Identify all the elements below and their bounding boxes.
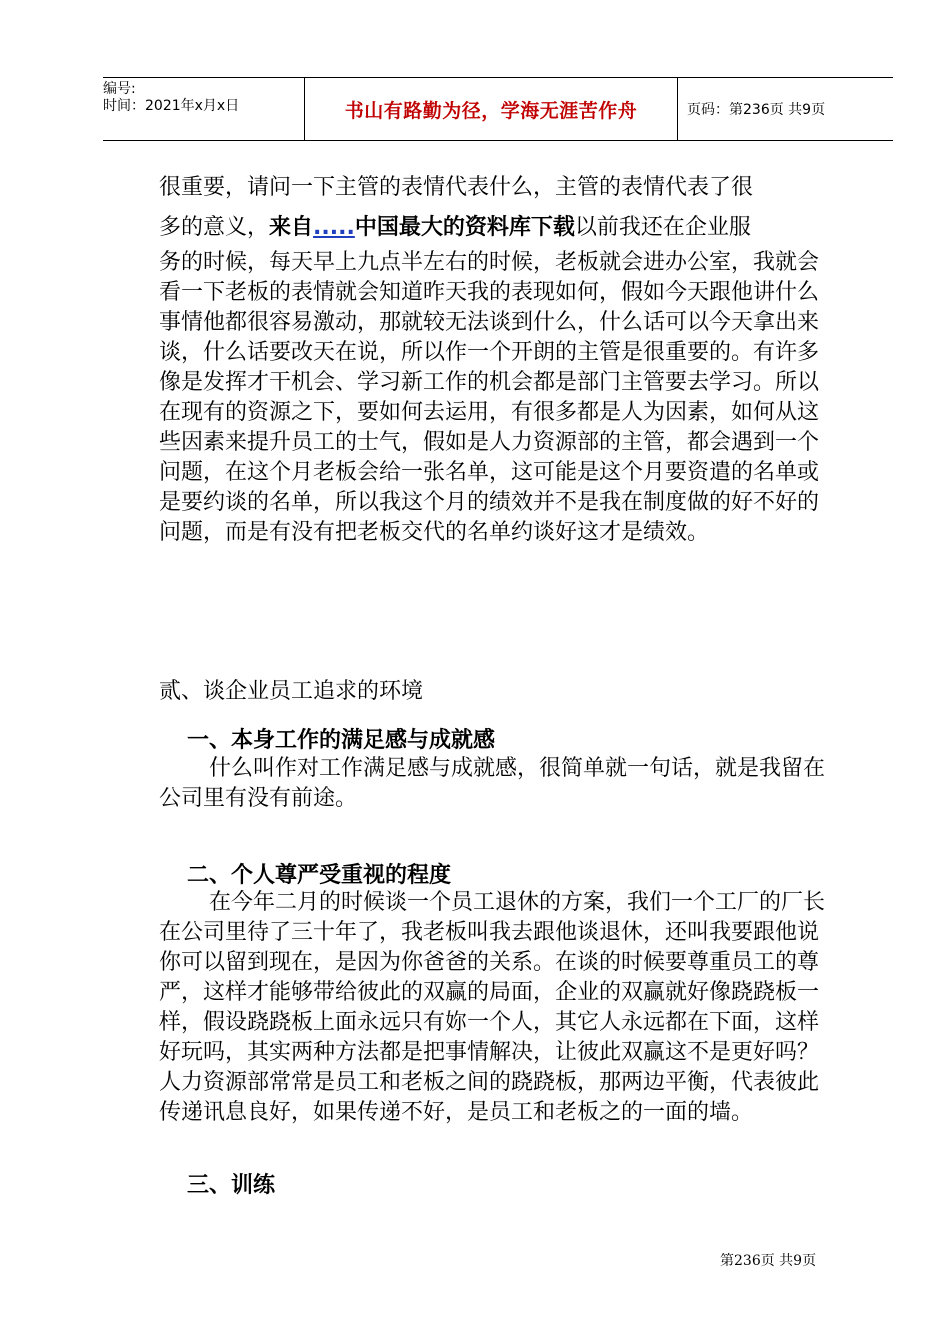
time-label: 时间：2021年x月x日: [103, 98, 240, 114]
para1-line2: [159, 208, 839, 248]
para1-line2-tail: 以前我还在企业服: [574, 215, 751, 240]
header-meta: [103, 78, 303, 143]
paragraph-dignity: 在今年二月的时候谈一个员工退休的方案，我们一个工厂的厂长在公司里待了三十年了，我老板叫我去跟他谈退休，还叫我要跟他说你可以留到现在，是因为你爸爸的关系。在谈的时候要尊重员工的尊严，这样才能够带给彼此的双赢的局面，企业的双赢就好像跷跷板一样，假设跷跷板上面永远只有妳一个人，其它人永远都在下面，这样好玩吗，其实两种方法都是把事情解决，让彼此双赢这不是更好吗？人力资源部常常是员工和老板之间的跷跷板，那两边平衡，代表彼此传递讯息良好，如果传递不好，是员工和老板之的一面的墙。: [159, 890, 826, 1125]
subheading-satisfaction: 一、本身工作的满足感与成就感: [187, 728, 496, 753]
motto-text: 书山有路勤为径，学海无涯苦作舟: [344, 99, 638, 122]
section-title: 贰、谈企业员工追求的环境: [159, 679, 424, 704]
paragraph-1-opening: [159, 168, 839, 248]
subheading-dignity: 二、个人尊严受重视的程度: [187, 863, 452, 888]
number-label: 编号:: [103, 81, 136, 97]
paragraph-satisfaction: 什么叫作对工作满足感与成就感，很简单就一句话，就是我留在公司里有没有前途。: [159, 756, 826, 811]
para1-bold-from: 来自: [269, 215, 314, 240]
header-page-info: 页码：第236页 共9页: [687, 102, 826, 118]
paragraph-1-body: 务的时候，每天早上九点半左右的时候，老板就会进办公室，我就会看一下老板的表情就会知道昨天我的表现如何，假如今天跟他讲什么事情他都很容易激动，那就较无法谈到什么，什么话可以今天拿出来谈，什么话要改天在说，所以作一个开朗的主管是很重要的。有许多像是发挥才干机会、学习新工作的机会都是部门主管要去学习。所以在现有的资源之下，要如何去运用，有很多都是人为因素，如何从这些因素来提升员工的士气，假如是人力资源部的主管，都会遇到一个问题，在这个月老板会给一张名单，这可能是这个月要资遣的名单或是要约谈的名单，所以我这个月的绩效并不是我在制度做的好不好的问题，而是有没有把老板交代的名单约谈好这才是绩效。: [159, 250, 820, 545]
header-motto-cell: [304, 78, 678, 140]
para1-bold-source: 中国最大的资料库下载: [354, 215, 575, 240]
page-header: [103, 77, 893, 141]
page-footer: 第236页 共9页: [720, 1253, 817, 1269]
subheading-training: 三、训练: [187, 1173, 276, 1198]
source-link[interactable]: .....: [313, 215, 355, 240]
para1-line1: 很重要，请问一下主管的表情代表什么，主管的表情代表了很: [159, 175, 754, 200]
para1-line2-text: 多的意义，: [159, 215, 270, 240]
